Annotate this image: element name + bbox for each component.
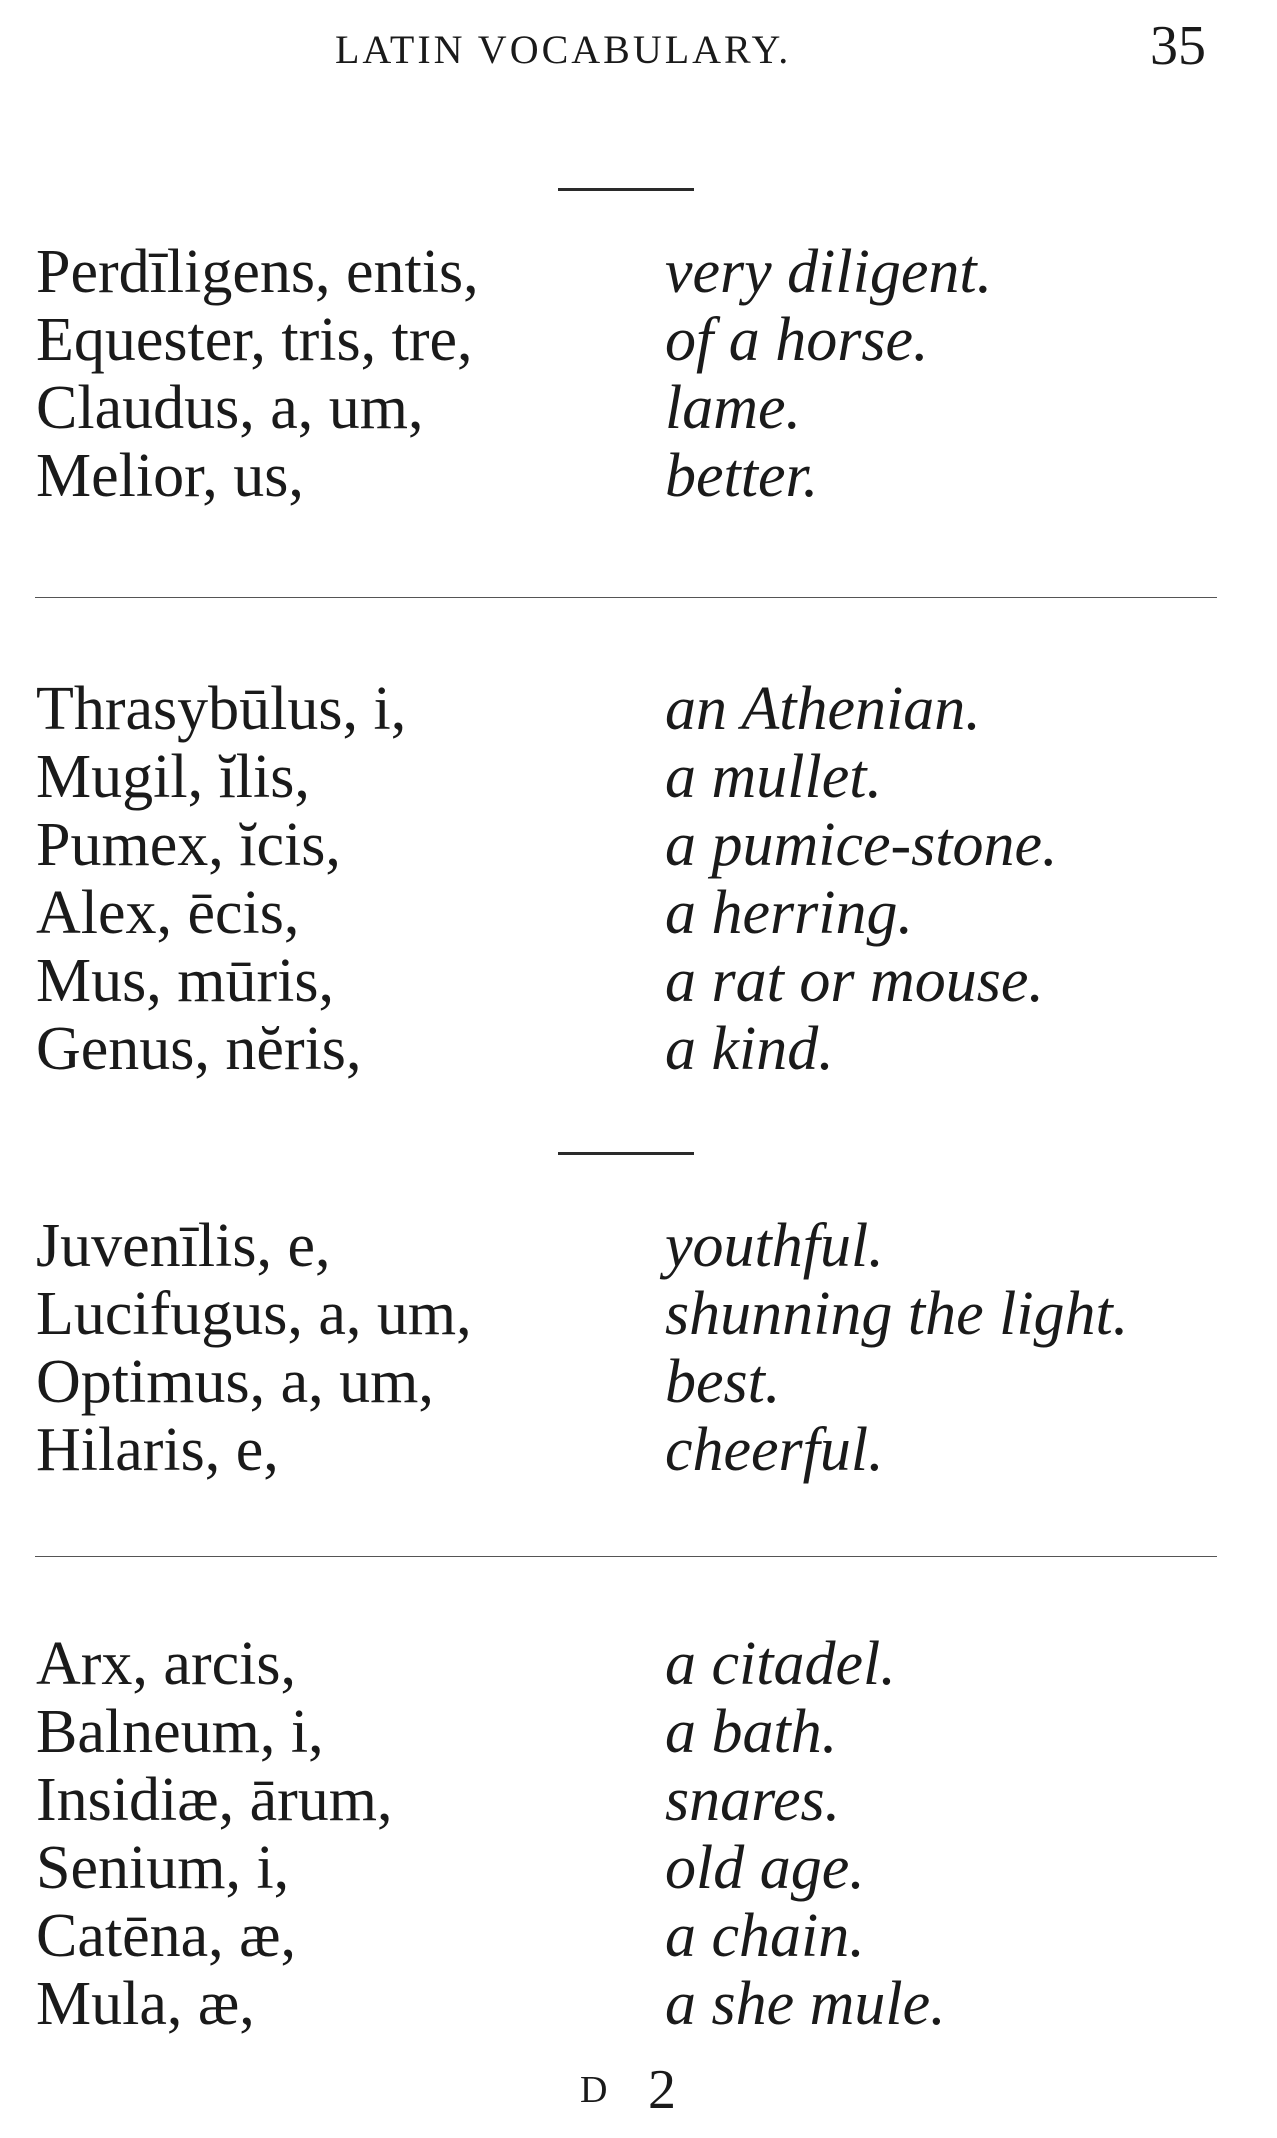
page-number: 35 <box>1150 15 1206 77</box>
english-meaning: cheerful. <box>665 1416 884 1484</box>
latin-term: Hilaris, e, <box>36 1416 279 1484</box>
vocabulary-entry <box>0 442 1277 510</box>
latin-term: Equester, tris, tre, <box>36 306 473 374</box>
latin-term: Optimus, a, um, <box>36 1348 434 1416</box>
english-meaning: a mullet. <box>665 743 882 811</box>
english-meaning: a rat or mouse. <box>665 947 1044 1015</box>
english-meaning: a herring. <box>665 879 913 947</box>
english-meaning: lame. <box>665 374 802 442</box>
latin-term: Mula, æ, <box>36 1970 255 2038</box>
signature-mark <box>0 2058 1277 2121</box>
signature-number: 2 <box>648 2059 676 2121</box>
latin-term: Perdīligens, entis, <box>36 238 479 306</box>
latin-term: Catēna, æ, <box>36 1902 296 1970</box>
english-meaning: best. <box>665 1348 781 1416</box>
signature-letter: D <box>580 2069 608 2111</box>
english-meaning: a citadel. <box>665 1630 896 1698</box>
latin-term: Pumex, ĭcis, <box>36 811 341 879</box>
vocabulary-entry <box>0 1416 1277 1484</box>
vocabulary-entry <box>0 1902 1277 1970</box>
section-divider-long <box>35 597 1217 598</box>
latin-term: Mus, mūris, <box>36 947 334 1015</box>
section-divider-short <box>558 1152 694 1155</box>
english-meaning: shunning the light. <box>665 1280 1129 1348</box>
vocabulary-entry <box>0 947 1277 1015</box>
english-meaning: youthful. <box>665 1212 884 1280</box>
english-meaning: a pumice-stone. <box>665 811 1058 879</box>
vocabulary-section-3 <box>0 1212 1277 1484</box>
section-divider-long <box>35 1556 1217 1557</box>
section-divider-short <box>558 188 694 191</box>
english-meaning: a kind. <box>665 1015 834 1083</box>
vocabulary-entry <box>0 1630 1277 1698</box>
vocabulary-entry <box>0 1212 1277 1280</box>
vocabulary-entry <box>0 306 1277 374</box>
vocabulary-entry <box>0 811 1277 879</box>
page-header <box>0 10 1277 80</box>
latin-term: Alex, ēcis, <box>36 879 300 947</box>
latin-term: Juvenīlis, e, <box>36 1212 331 1280</box>
vocabulary-section-1 <box>0 238 1277 510</box>
latin-term: Senium, i, <box>36 1834 290 1902</box>
latin-term: Balneum, i, <box>36 1698 324 1766</box>
latin-term: Genus, nĕris, <box>36 1015 362 1083</box>
vocabulary-entry <box>0 1970 1277 2038</box>
english-meaning: an Athenian. <box>665 675 981 743</box>
latin-term: Claudus, a, um, <box>36 374 424 442</box>
vocabulary-entry <box>0 675 1277 743</box>
latin-term: Thrasybūlus, i, <box>36 675 407 743</box>
english-meaning: better. <box>665 442 819 510</box>
vocabulary-entry <box>0 879 1277 947</box>
latin-term: Melior, us, <box>36 442 304 510</box>
latin-term: Lucifugus, a, um, <box>36 1280 472 1348</box>
vocabulary-entry <box>0 1834 1277 1902</box>
running-title: LATIN VOCABULARY. <box>335 27 792 72</box>
vocabulary-entry <box>0 1348 1277 1416</box>
vocabulary-entry <box>0 1015 1277 1083</box>
english-meaning: very diligent. <box>665 238 993 306</box>
vocabulary-entry <box>0 1280 1277 1348</box>
english-meaning: a bath. <box>665 1698 838 1766</box>
vocabulary-entry <box>0 1766 1277 1834</box>
latin-term: Mugil, ĭlis, <box>36 743 310 811</box>
latin-term: Insidiæ, ārum, <box>36 1766 393 1834</box>
vocabulary-entry <box>0 1698 1277 1766</box>
vocabulary-entry <box>0 743 1277 811</box>
vocabulary-entry <box>0 238 1277 306</box>
english-meaning: old age. <box>665 1834 865 1902</box>
english-meaning: a she mule. <box>665 1970 946 2038</box>
english-meaning: a chain. <box>665 1902 865 1970</box>
vocabulary-entry <box>0 374 1277 442</box>
english-meaning: snares. <box>665 1766 841 1834</box>
vocabulary-section-2 <box>0 675 1277 1083</box>
latin-term: Arx, arcis, <box>36 1630 296 1698</box>
english-meaning: of a horse. <box>665 306 929 374</box>
vocabulary-section-4 <box>0 1630 1277 2038</box>
